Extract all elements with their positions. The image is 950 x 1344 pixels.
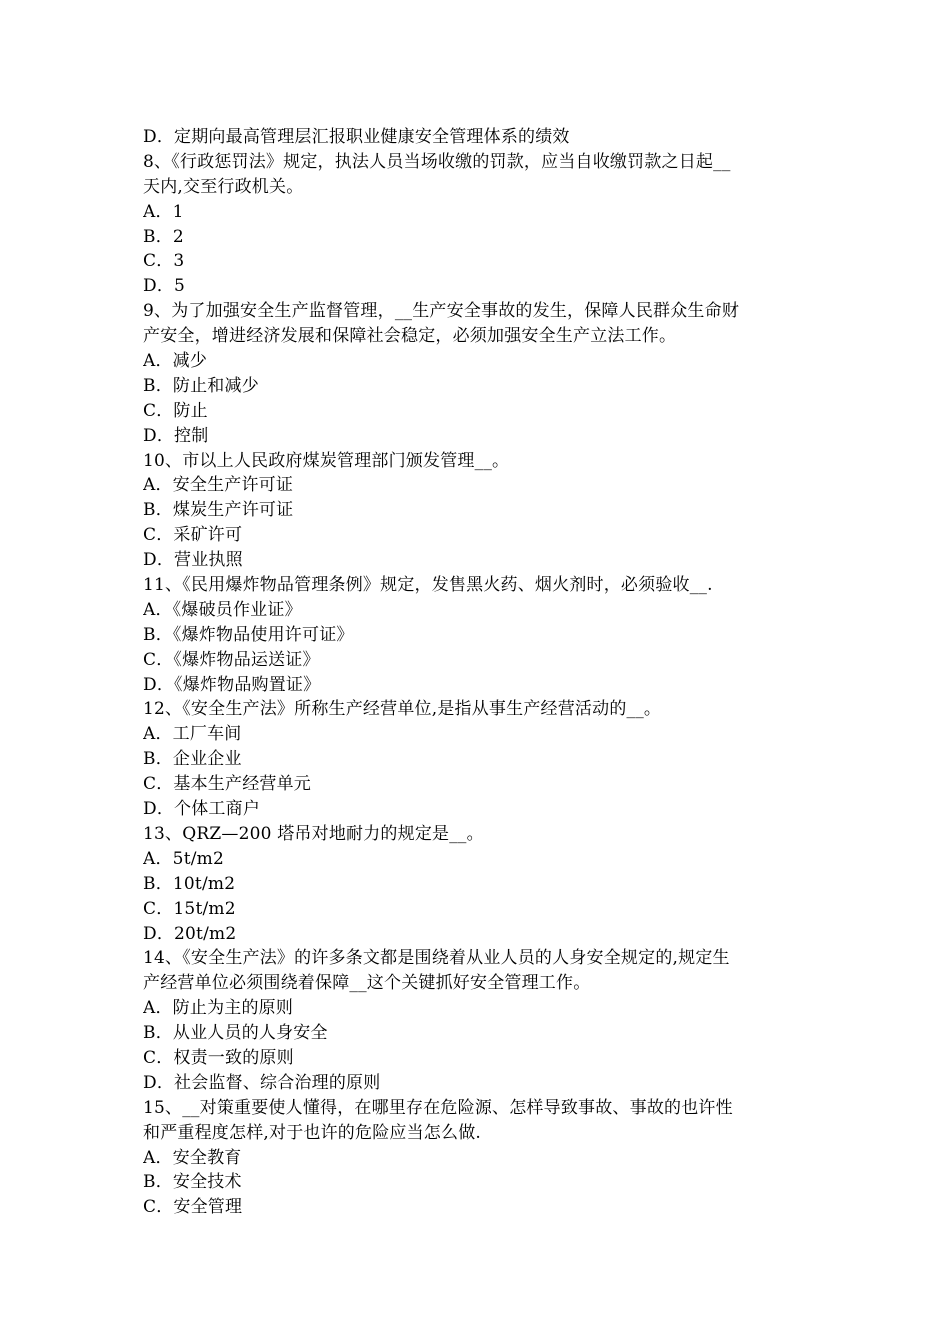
text-line: C．采矿许可 (143, 525, 243, 546)
text-line: 15、__对策重要使人懂得，在哪里存在危险源、怎样导致事故、事故的也许性 (143, 1097, 733, 1118)
text-line: C．权责一致的原则 (143, 1047, 294, 1068)
text-line: B．煤炭生产许可证 (143, 500, 294, 521)
text-line: D．5 (143, 276, 186, 297)
text-line: 产经营单位必须围绕着保障__这个关键抓好安全管理工作。 (143, 973, 591, 994)
text-line: B．2 (143, 226, 184, 247)
text-line: C．防止 (143, 400, 208, 421)
text-line: 9、为了加强安全生产监督管理，__生产安全事故的发生，保障人民群众生命财 (143, 301, 740, 322)
text-line: 14、《安全生产法》的许多条文都是围绕着从业人员的人身安全规定的,规定生 (143, 948, 730, 969)
text-line: A．工厂车间 (143, 724, 242, 745)
text-line: 13、QRZ—200 塔吊对地耐力的规定是__。 (143, 823, 484, 844)
text-line: C．15t/m2 (143, 898, 236, 919)
text-line: D．定期向最高管理层汇报职业健康安全管理体系的绩效 (143, 127, 570, 147)
text-line: A．1 (143, 201, 184, 222)
text-line: B．从业人员的人身安全 (143, 1023, 328, 1044)
text-line: C．3 (143, 251, 185, 272)
text-line: A．《爆破员作业证》 (143, 599, 302, 620)
text-line: B．10t/m2 (143, 873, 236, 894)
text-line: D．个体工商户 (143, 799, 261, 820)
document-page (143, 125, 811, 1220)
text-line: 11、《民用爆炸物品管理条例》规定，发售黑火药、烟火剂时，必须验收__. (143, 575, 713, 596)
text-line: A．安全教育 (143, 1147, 242, 1168)
text-line: D．控制 (143, 425, 209, 446)
text-line: B．《爆炸物品使用许可证》 (143, 624, 354, 645)
text-line: B．企业企业 (143, 749, 242, 770)
text-line: 10、市以上人民政府煤炭管理部门颁发管理__。 (143, 450, 510, 471)
text-line: B．防止和减少 (143, 375, 259, 396)
text-line: A．减少 (143, 351, 208, 372)
text-line: 产安全，增进经济发展和保障社会稳定，必须加强安全生产立法工作。 (143, 326, 677, 347)
text-line: C．安全管理 (143, 1197, 243, 1218)
text-line: D．《爆炸物品购置证》 (143, 674, 321, 695)
text-line: A．5t/m2 (143, 848, 224, 869)
text-line: 天内,交至行政机关。 (143, 176, 304, 197)
text-line: 8、《行政惩罚法》规定，执法人员当场收缴的罚款，应当自收缴罚款之日起__ (143, 151, 731, 172)
text-line: B．安全技术 (143, 1172, 242, 1193)
text-line: 12、《安全生产法》所称生产经营单位,是指从事生产经营活动的__。 (143, 699, 662, 720)
text-line: C．《爆炸物品运送证》 (143, 649, 320, 670)
text-line: 和严重程度怎样,对于也许的危险应当怎么做. (143, 1122, 482, 1143)
text-line: D．社会监督、综合治理的原则 (143, 1072, 381, 1093)
text-line: D．20t/m2 (143, 923, 237, 944)
text-line: A．防止为主的原则 (143, 998, 294, 1019)
text-line: A．安全生产许可证 (143, 475, 294, 496)
text-line: D．营业执照 (143, 550, 243, 571)
text-line: C．基本生产经营单元 (143, 774, 312, 795)
